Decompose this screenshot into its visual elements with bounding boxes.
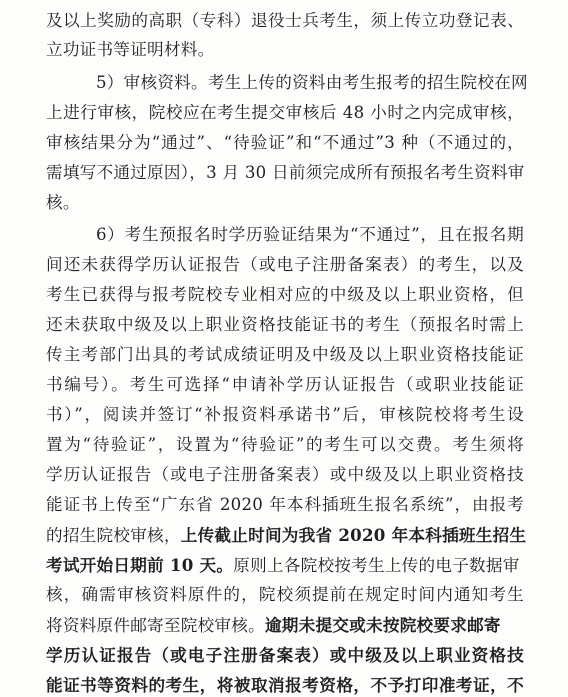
text-line-mixed (46, 613, 524, 638)
text-line: 上进行审核，院校应在考生提交审核后 48 小时之内完成审核， (46, 103, 524, 122)
text-line-mixed (46, 553, 524, 578)
plain-text: 将资料原件邮寄至院校审核。 (46, 616, 265, 635)
bold-text-line: 学历认证报告（或电子注册备案表）或中级及以上职业资格技 (46, 645, 524, 665)
text-line: 置为“待验证”，设置为“待验证”的考生可以交费。考生须将 (46, 435, 524, 454)
plain-text: 的招生院校审核， (46, 526, 181, 545)
bold-text-line: 能证书等资料的考生，将被取消报考资格，不予打印准考证，不 (46, 675, 524, 695)
text-line: 考生已获得与报考院校专业相对应的中级及以上职业资格，但 (46, 285, 524, 304)
text-line: 还未获取中级及以上职业资格技能证书的考生（预报名时需上 (46, 315, 524, 334)
section-5-heading-line: 5）审核资料。考生上传的资料由考生报考的招生院校在网 (96, 73, 528, 92)
text-line-mixed (46, 523, 527, 548)
text-line: 需填写不通过原因），3 月 30 日前须完成所有预报名考生资料审 (46, 163, 525, 182)
text-line: 审核结果分为“通过”、“待验证”和“不通过”3 种（不通过的， (46, 133, 524, 152)
bold-text: 考试开始日期前 10 天。 (46, 555, 234, 575)
text-line: 核，确需审核资料原件的，院校须提前在规定时间内通知考生 (46, 585, 524, 604)
text-line: 学历认证报告（或电子注册备案表）或中级及以上职业资格技 (46, 465, 524, 484)
section-6-heading-line: 6）考生预报名时学历验证结果为“不通过”，且在报名期 (96, 225, 524, 244)
text-line: 核。 (46, 193, 80, 212)
text-line: 间还未获得学历认证报告（或电子注册备案表）的考生，以及 (46, 255, 524, 274)
plain-text: 原则上各院校按考生上传的电子数据审 (233, 556, 520, 575)
text-line: 书编号）。考生可选择“申请补学历认证报告（或职业技能证 (46, 375, 524, 394)
bold-text: 上传截止时间为我省 2020 年本科插班生招生 (180, 525, 527, 545)
bold-text: 逾期未提交或未按院校要求邮寄 (264, 615, 501, 635)
text-line: 能证书上传至“广东省 2020 年本科插班生报名系统”，由报考 (46, 495, 524, 514)
text-line: 书）”，阅读并签订“补报资料承诺书”后，审核院校将考生设 (46, 405, 524, 424)
text-line: 及以上奖励的高职（专科）退役士兵考生，须上传立功登记表、 (46, 11, 524, 30)
text-line: 传主考部门出具的考试成绩证明及中级及以上职业资格技能证 (46, 345, 524, 364)
text-line: 立功证书等证明材料。 (46, 40, 215, 59)
